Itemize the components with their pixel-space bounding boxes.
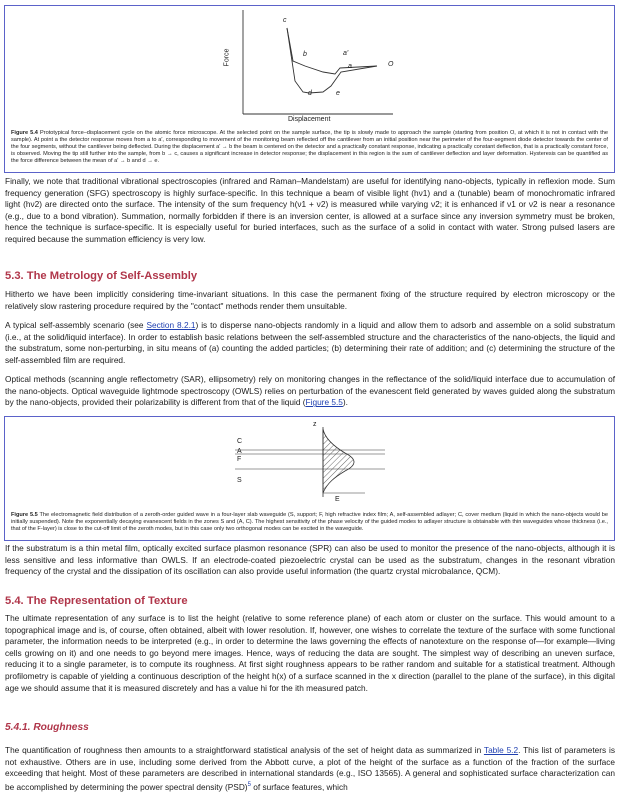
xlabel-displacement: Displacement <box>288 116 331 123</box>
ylabel-force: Force <box>223 48 231 67</box>
para3-post: ) is to disperse nano-objects randomly in a liquid and allow them to adsorb and assemble on a solid substratum (i.e., at the solid/liquid interface). In order to establish basic relations between the self-assembled structure and the characteristics of the nano-objects, the liquid and the substratum, some non-perturbing, in situ means of (a) counting the added particles; (b) determining their rate of addition; and (c) determining the structure of the self-assembled film are required. <box>5 320 615 365</box>
para4-post: ). <box>342 397 348 408</box>
heading-5-4-1: 5.4.1. Roughness <box>5 722 89 733</box>
section-8-2-1-link[interactable]: Section 8.2.1 <box>146 320 196 330</box>
para7-post: . This list of parameters is not exhaustive. Others are in use, including some derived from the Abbott curve, a plot of the height of the surface as a function of the fraction of the surface exceeding that height. Most of these parameters are described in international standards (e.g., ISO 13565). A general and sophisticated surface characterization can be accomplished by determining the power spectral density (PSD) <box>5 745 615 792</box>
heading-5-3: 5.3. The Metrology of Self-Assembly <box>5 270 198 282</box>
caption-text: The electromagnetic field distribution of a zeroth-order guided wave in a four-layer slab waveguide (S, support; F, high refractive index film; A, self-assembled adlayer; C, cover medium (liquid in which the nano-objects would be initially suspended). Note the exponentially decaying evanescent fields in the zones S and (A, C). The highest sensitivity of the phase velocity of the guided modes to adlayer structure is obtainable with thin waveguides whose thickness (i.e., that of the F-layer) is close to the cut-off limit of the zeroth modes, but in this case only two orthogonal modes can be excited in the waveguide. <box>11 512 608 533</box>
caption-label: Figure 5.4 <box>11 130 38 136</box>
point-label-a: a <box>348 63 352 70</box>
paragraph-time-invariant: Hitherto we have been implicitly considering time-invariant situations. In this case the permanent fixing of the structure required by electron microscopy or the relatively slow rastering procedure required by the "contact" methods render them unsuitable. <box>5 289 615 311</box>
figure-5-5 <box>4 416 615 541</box>
para4-pre: Optical methods (scanning angle reflectometry (SAR), ellipsometry) rely on monitoring changes in the reflectance of the solid/liquid interface due to accumulation of the nano-objects. Optical waveguide lightmode spectroscopy (OWLS) relies on perturbation of the evanescent field generated by waves guided along the substratum by the nano-objects, provided their polarizability is different from that of the liquid ( <box>5 374 615 408</box>
caption-label: Figure 5.5 <box>11 512 38 518</box>
retract-curve <box>287 28 377 93</box>
footnote-marker[interactable]: 5 <box>247 781 251 788</box>
point-label-a-prime: a' <box>343 50 349 57</box>
paragraph-self-assembly-scenario <box>5 320 615 366</box>
layer-label-a: A <box>237 448 242 455</box>
table-5-2-link[interactable]: Table 5.2 <box>483 745 519 755</box>
paragraph-optical-methods <box>5 374 615 409</box>
figure-5-4 <box>4 5 615 173</box>
figure-5-4-caption <box>11 130 608 165</box>
point-label-d: d <box>308 90 312 97</box>
figure-5-5-link[interactable]: Figure 5.5 <box>305 397 343 408</box>
approach-curve <box>287 28 377 74</box>
paragraph-spr-qcm: If the substratum is a thin metal film, optically excited surface plasmon resonance (SPR) can also be used to monitor the presence of the nano-objects, although it is less sensitive and less informative than OWLS. If an electrode-coated piezoelectric crystal can be used as the substratum, changes in the resonant vibration frequency of the crystal and the dissipation of its oscillation can also provide useful information (the quartz crystal microbalance, QCM). <box>5 543 615 577</box>
caption-text: Prototypical force–displacement cycle on the atomic force microscope. At the selected point on the sample surface, the tip is slowly made to approach the sample (starting from position O, at which it is not in contact with the sample). At point a the detector response moves from a to a′, corresponding to movement of the monitoring beam reflected off the cantilever from an initial position near the perimeter of the four-segment diode detector towards the center of the four segments, without the cantilever being deflected. During the displacement a′ → b the beam is centered on the detector and a practically constant response, indicating a practically constant deflection, that is a practically constant force, is observed. Moving the tip still further into the sample, from b → c, causes a significant increase in detector response; the displacement in this region is the sum of cantilever deflection and layer deformation. Hysteresis can be quantified as the force difference between the mean of a′ → b and d → e. <box>11 130 608 165</box>
point-label-o: O <box>388 61 394 68</box>
para7-pre: The quantification of roughness then amounts to a straightforward statistical analysis of the set of height data as summarized in <box>5 745 484 755</box>
point-label-e: e <box>336 90 340 97</box>
para3-pre: A typical self-assembly scenario (see <box>5 320 147 330</box>
axis-label-e: E <box>335 496 340 503</box>
layer-label-s: S <box>237 477 242 484</box>
waveguide-field-plot <box>5 417 614 509</box>
layer-label-c: C <box>237 438 243 445</box>
paragraph-vibrational-spectroscopy: Finally, we note that traditional vibrational spectroscopies (infrared and Raman–Mandelstam) are useful for identifying nano-objects, typically in reflexion mode. Sum frequency generation (SFG) spectroscopy is highly surface-specific. In this technique a beam of visible light (hν1) and a (tunable) beam of monochromatic infrared light (hν2) are directed onto the surface. The intensity of the sum frequency h(ν1 + ν2) is measured while varying ν2; it is enhanced if ν1 or ν2 is near a resonance (e.g., due to a bond vibration). Summation, normally forbidden if there is an inversion center, is allowed at a surface since any inversion symmetry must be broken, hence the technique is surface-specific. It is especially useful for buried interfaces, such as the surface of a solid in contact with water. Strong pulsed lasers are required because the summation efficiency is very low. <box>5 176 615 244</box>
paragraph-roughness <box>5 745 615 793</box>
force-displacement-plot <box>5 6 614 131</box>
point-label-b: b <box>303 51 307 58</box>
point-label-c: c <box>283 17 287 24</box>
layer-label-f: F <box>237 456 242 463</box>
field-profile <box>323 429 354 493</box>
para7-post2: of surface features, which <box>250 781 348 792</box>
heading-5-4: 5.4. The Representation of Texture <box>5 595 188 607</box>
paragraph-texture: The ultimate representation of any surface is to list the height (relative to some reference plane) of each atom or cluster on the surface. This would amount to a topographical image and is, of course, often obtained, albeit with lower resolution. If, however, one wishes to correlate the texture of the surface with some functional parameter, the information needs to be interpreted (e.g., in order to determine the laws governing the effects of nanotexture on the response of—for example—living cells growing on it) and one needs to go beyond mere images. Hence, ways of reducing the data are sought. The simplest way of describing an uneven surface, reducing it to a single parameter, is to compute its roughness. At first sight roughness appears to be rather random and suitable for a statistical treatment. Although profilometry is capable of yielding a continuous description of the height h(x) of a surface scanned in the x direction (parallel to the plane of the surface), in this digital age we should assume that it is measured discretely and has a value hi for the ith measured patch. <box>5 613 615 693</box>
figure-5-5-caption <box>11 512 608 533</box>
axis-label-z: z <box>313 421 317 428</box>
